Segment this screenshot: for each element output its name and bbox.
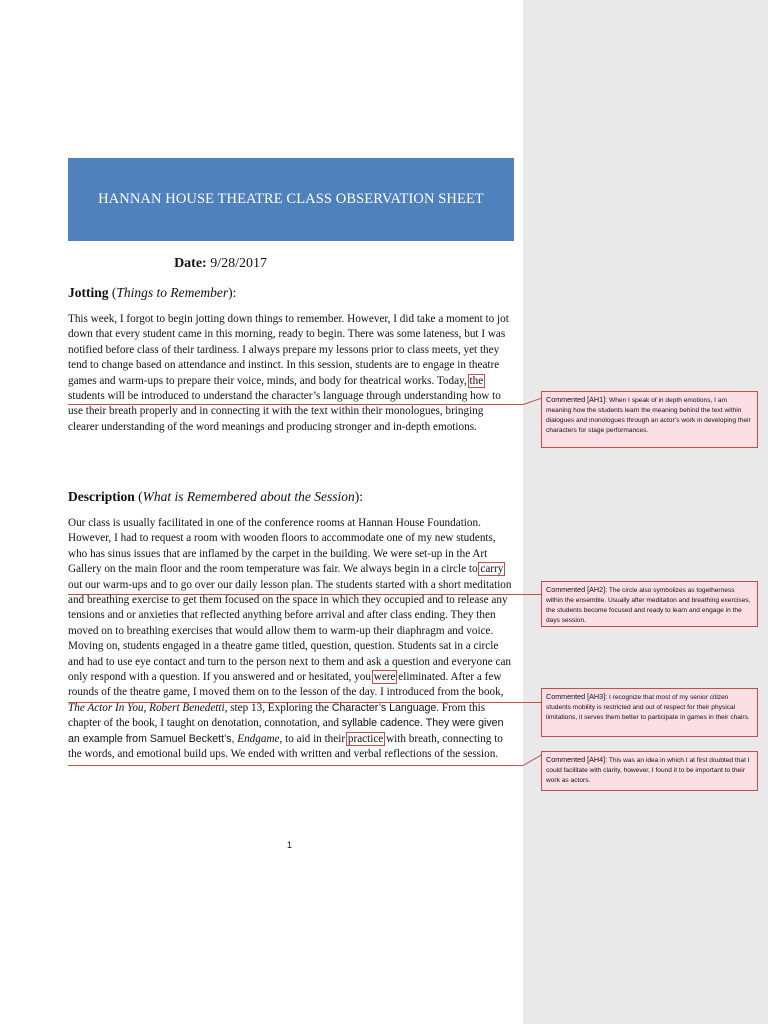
comment-anchor-ah1[interactable]: the [469, 374, 484, 387]
comments-pane [523, 0, 768, 1024]
comment-anchor-ah3[interactable]: were [373, 671, 396, 684]
comment-label: Commented [AH2]: [546, 585, 608, 594]
comment-text: The circle also symbolizes as togetherness within the ensemble. Usually after meditation and breathing exercises, the students become focused and ready to learn and engage in the days session. [546, 587, 751, 624]
date-line [174, 256, 267, 272]
page-number: 1 [287, 840, 293, 850]
comment-leader-ah1 [68, 404, 523, 405]
comment-text: I recognize that most of my senior citizen students mobility is restricted and out of respect for their physical limitations, it serves them better to participate in games in their chairs. [546, 694, 750, 721]
jotting-heading-bold: Jotting [68, 285, 109, 300]
sans-run-1: Character’s Language [331, 701, 437, 714]
jotting-heading: Jotting (Things to Remember): [68, 285, 237, 300]
comment-text: When I speak of in depth emotions, I am meaning how the students learn the meaning behind the text within dialogues and monologues through an actor’s work in developing their characters for stage performances. [546, 397, 751, 434]
jotting-heading-italic: Things to Remember [116, 285, 229, 300]
play-title: Endgame [237, 732, 280, 745]
comment-balloon-ah1[interactable] [541, 391, 758, 448]
document-title: HANNAN HOUSE THEATRE CLASS OBSERVATION SHEET [98, 191, 484, 207]
comment-balloon-ah4[interactable] [541, 751, 758, 791]
title-banner [68, 158, 514, 241]
book-title: The Actor In You, Robert Benedetti [68, 701, 225, 714]
description-paragraph: Our class is usually facilitated in one of the conference rooms at Hannan House Foundation. However, I had to request a room with wooden floors to accommodate one of my new students, who has sinus issues that are inflamed by the carpet in the building. We were set-up in the Art Gallery on the main floor and the room temperature was fair. We always begin in a circle to carry out our warm-ups and to go over our daily lesson plan. The students started with a short meditation and breathing exercise to get them focused on the space in which they occupied and to release any tensions and or anxieties that reflected anything before arrival and after class ending. They then moved on to breathing exercises that would allow them to warm-up their diaphragm and voice. Moving on, students engaged in a theatre game titled, question, question. Students sat in a circle and had to use eye contact and turn to the person next to them and ask a question and everyone can only respond with a question. If you answered and or hesitated, you were eliminated. After a few rounds of the theatre game, I moved them on to the lesson of the day. I introduced from the book, The Actor In You, Robert Benedetti, step 13, Exploring the Character’s Language. From this chapter of the book, I taught on denotation, connotation, and syllable cadence. They were given an example from Samuel Beckett’s, Endgame, to aid in their practice with breath, connecting to the words, and emotional build ups. We ended with written and verbal reflections of the session. [68, 517, 512, 761]
comment-leader-ah2 [68, 594, 541, 595]
comment-anchor-ah2[interactable]: carry [480, 563, 504, 576]
description-heading-italic: What is Remembered about the Session [142, 489, 355, 504]
comment-label: Commented [AH1]: [546, 395, 608, 404]
comment-text: This was an idea in which I at first doubted that I could facilitate with clarity, however, I found it to be important to their work as actors. [546, 757, 750, 784]
jotting-paragraph: This week, I forgot to begin jotting down things to remember. However, I did take a moment to jot down that every student came in this morning, ready to begin. There was some lateness, but I was notified before class of their tardiness. I always prepare my lessons prior to class meets, yet they tend to change based on attendance and instinct. In this session, students are to engage in theatre games and warm-ups to prepare their voice, minds, and body for theatrical works. Today, the students will be introduced to understand the character’s language through understanding how to use their breath properly and in connecting it with the text within their monologues, bringing clearer understanding of the word meanings and producing stronger and in-depth emotions. [68, 313, 509, 433]
comment-label: Commented [AH3]: [546, 692, 608, 701]
date-label: Date: [174, 256, 207, 271]
comment-leader-ah3 [68, 702, 541, 703]
sans-run-2: syllable cadence. They were given an example from Samuel Beckett’s, [68, 717, 504, 745]
comment-balloon-ah3[interactable] [541, 688, 758, 737]
description-heading-bold: Description [68, 489, 135, 504]
comment-balloon-ah2[interactable] [541, 581, 758, 627]
description-heading: Description (What is Remembered about the Session): [68, 489, 363, 504]
comment-label: Commented [AH4]: [546, 755, 608, 764]
comment-anchor-ah4[interactable]: practice [347, 732, 384, 745]
date-value: 9/28/2017 [210, 256, 267, 271]
comment-leader-ah4 [68, 765, 523, 766]
